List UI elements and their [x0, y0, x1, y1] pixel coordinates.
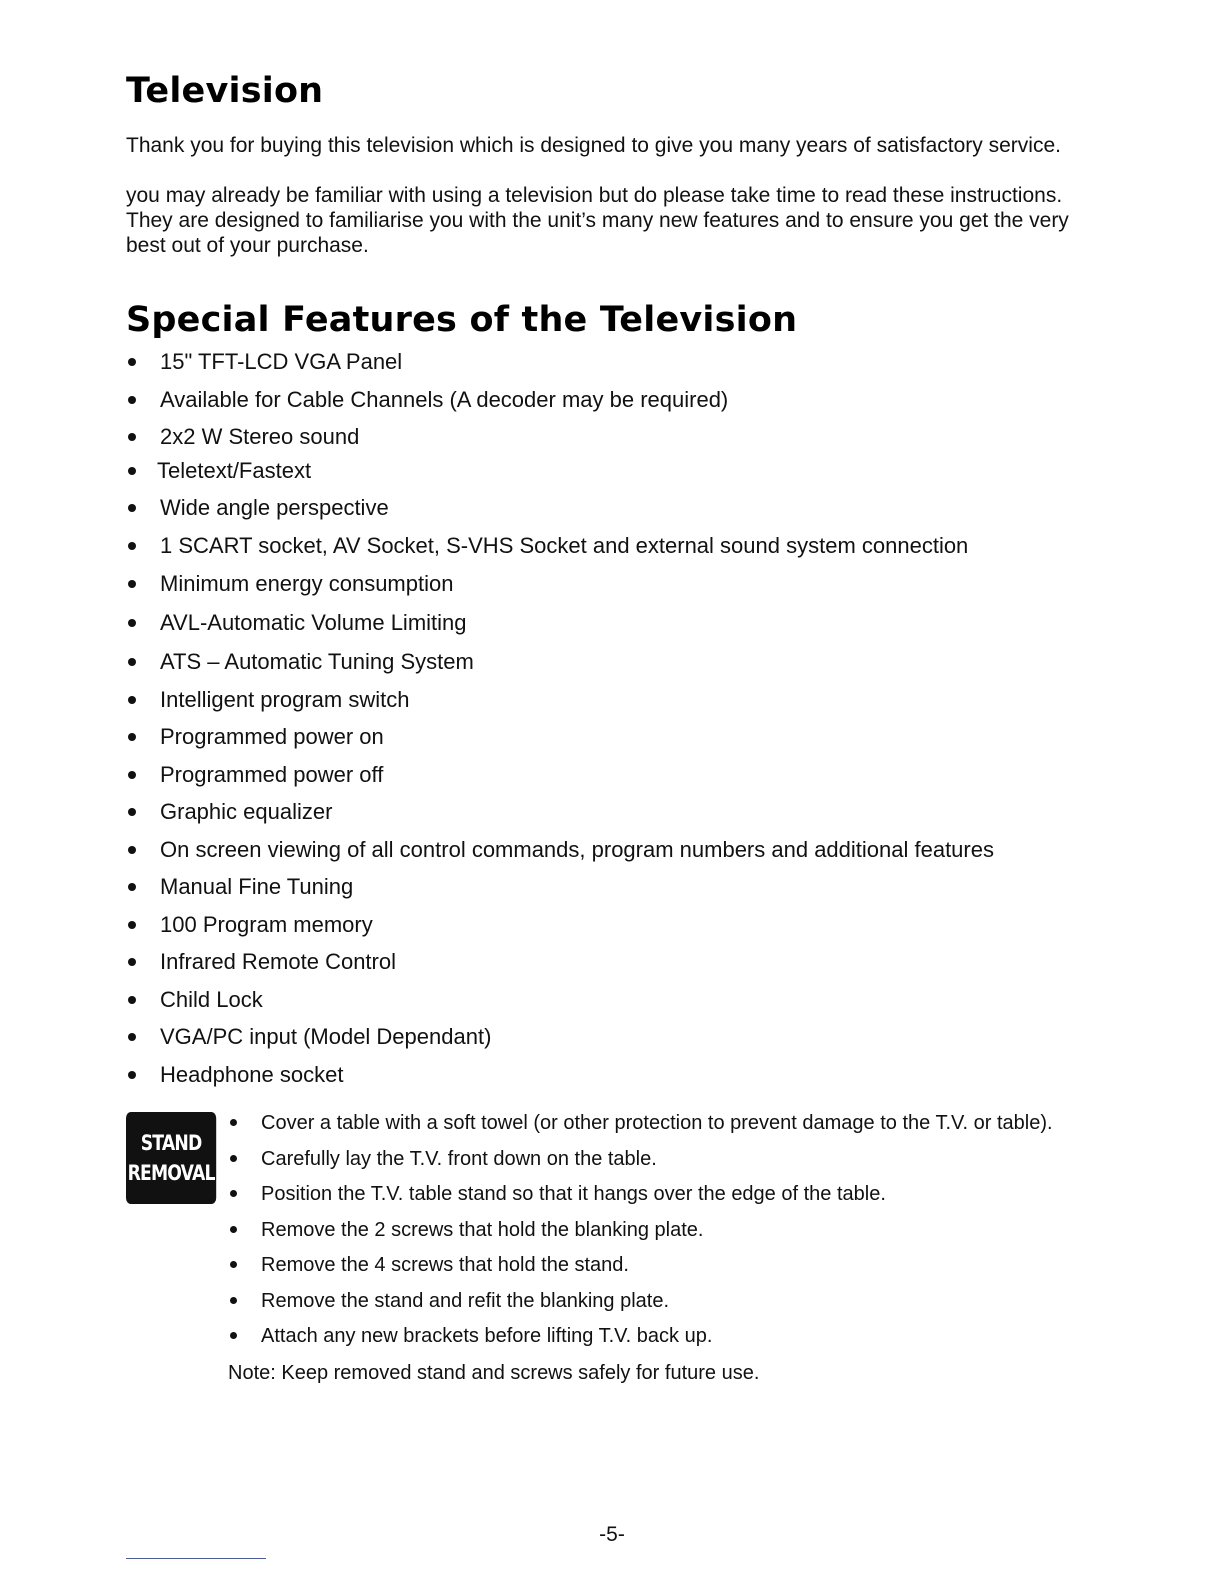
feature-text: Headphone socket: [160, 1062, 344, 1087]
bullet-icon: [230, 1119, 237, 1126]
feature-text: Programmed power on: [160, 724, 384, 749]
page-number: -5-: [599, 1523, 625, 1546]
step-text: Carefully lay the T.V. front down on the table.: [261, 1148, 657, 1170]
bullet-icon: [128, 771, 136, 779]
bullet-icon: [230, 1297, 237, 1304]
step-text: Remove the stand and refit the blanking plate.: [261, 1290, 670, 1312]
bullet-icon: [230, 1261, 237, 1268]
bullet-icon: [128, 883, 136, 891]
bullet-icon: [128, 467, 136, 475]
feature-text: 2x2 W Stereo sound: [160, 424, 360, 449]
feature-text: VGA/PC input (Model Dependant): [160, 1024, 492, 1049]
feature-text: Graphic equalizer: [160, 799, 333, 824]
feature-text: Child Lock: [160, 987, 263, 1012]
bullet-icon: [128, 996, 136, 1004]
bullet-icon: [230, 1332, 237, 1339]
bullet-icon: [128, 433, 136, 441]
bullet-icon: [128, 846, 136, 854]
feature-text: ATS – Automatic Tuning System: [160, 649, 474, 674]
bullet-icon: [128, 921, 136, 929]
bullet-icon: [128, 396, 136, 404]
feature-text: Manual Fine Tuning: [160, 874, 354, 899]
step-text: Remove the 2 screws that hold the blanking plate.: [261, 1219, 704, 1241]
footer-divider: [126, 1558, 266, 1559]
bullet-icon: [128, 1033, 136, 1041]
bullet-icon: [230, 1190, 237, 1197]
bullet-icon: [128, 958, 136, 966]
bullet-icon: [128, 696, 136, 704]
bullet-icon: [128, 733, 136, 741]
feature-text: On screen viewing of all control commands, program numbers and additional features: [160, 837, 994, 862]
feature-text: Programmed power off: [160, 762, 384, 787]
feature-text: Wide angle perspective: [160, 495, 389, 520]
stand-badge-line-1: STAND: [140, 1131, 202, 1155]
bullet-icon: [128, 619, 136, 627]
bullet-icon: [128, 504, 136, 512]
step-text: Remove the 4 screws that hold the stand.: [261, 1254, 629, 1276]
stand-removal-badge: [126, 1112, 216, 1204]
step-text: Attach any new brackets before lifting T.V. back up.: [261, 1325, 713, 1347]
feature-text: Available for Cable Channels (A decoder may be required): [160, 387, 729, 412]
bullet-icon: [128, 358, 136, 366]
step-text: Cover a table with a soft towel (or other protection to prevent damage to the T.V. or table).: [261, 1112, 1053, 1134]
bullet-icon: [128, 542, 136, 550]
bullet-icon: [128, 808, 136, 816]
bullet-icon: [128, 580, 136, 588]
feature-text: Minimum energy consumption: [160, 571, 454, 596]
bullet-icon: [230, 1226, 237, 1233]
intro-paragraph-1: Thank you for buying this television which is designed to give you many years of satisfactory service.: [126, 134, 1061, 157]
feature-text: Teletext/Fastext: [157, 458, 312, 483]
feature-text: 100 Program memory: [160, 912, 373, 937]
bullet-icon: [128, 1071, 136, 1079]
bullet-icon: [230, 1155, 237, 1162]
step-text: Position the T.V. table stand so that it hangs over the edge of the table.: [261, 1183, 886, 1205]
feature-text: Infrared Remote Control: [160, 949, 396, 974]
bullet-icon: [128, 658, 136, 666]
features-heading: Special Features of the Television: [126, 300, 798, 340]
feature-text: 1 SCART socket, AV Socket, S-VHS Socket and external sound system connection: [160, 533, 969, 558]
stand-badge-line-2: REMOVAL: [127, 1161, 215, 1185]
page-title: Television: [126, 71, 324, 111]
feature-text: 15" TFT-LCD VGA Panel: [160, 349, 403, 374]
intro-paragraph-2: you may already be familiar with using a television but do please take time to read these instructions. They are designed to familiarise you with the unit’s many new features and to ensure you get the very best out of your purchase.: [126, 184, 1069, 257]
stand-removal-note: Note: Keep removed stand and screws safely for future use.: [228, 1362, 760, 1384]
feature-text: Intelligent program switch: [160, 687, 410, 712]
feature-text: AVL-Automatic Volume Limiting: [160, 610, 467, 635]
